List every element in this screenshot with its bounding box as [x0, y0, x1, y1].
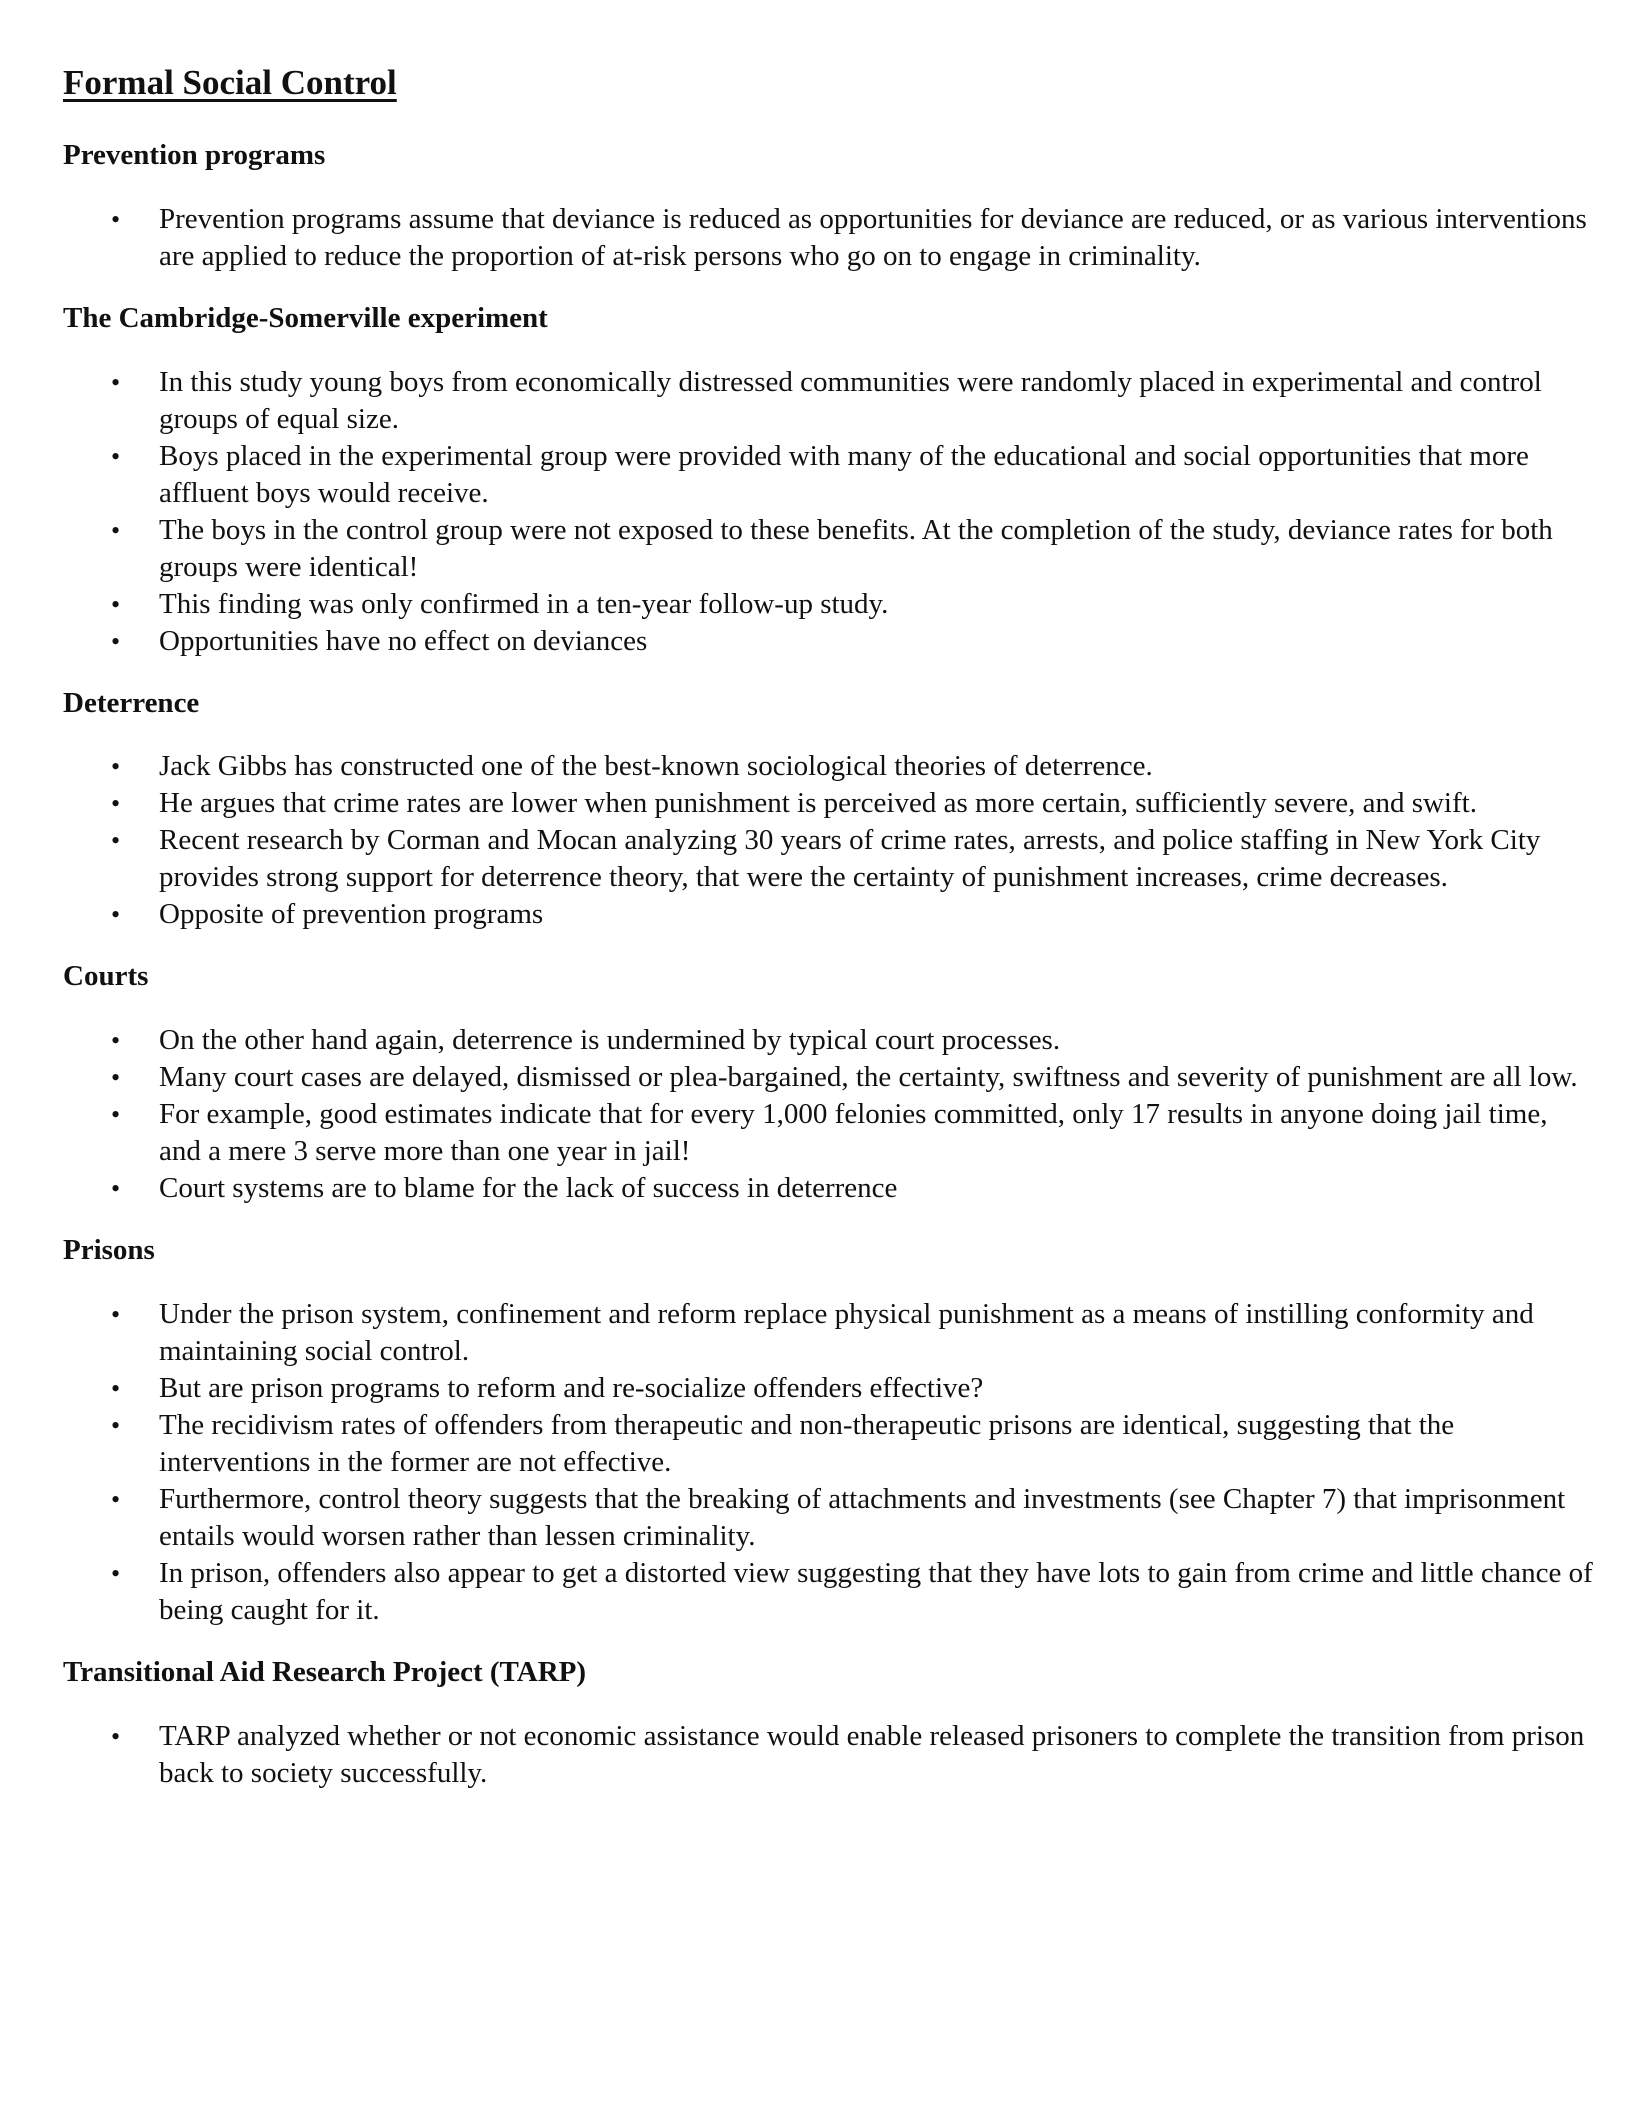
bullet-text: He argues that crime rates are lower when punishment is perceived as more certain, sufficiently severe, and swift.	[159, 787, 1477, 820]
bullet-icon: •	[111, 752, 121, 782]
list-item	[63, 1718, 1593, 1792]
bullet-text: On the other hand again, deterrence is undermined by typical court processes.	[159, 1024, 1061, 1057]
bullet-icon: •	[111, 1026, 121, 1056]
bullet-icon: •	[111, 1721, 121, 1751]
bullet-text: Furthermore, control theory suggests that the breaking of attachments and investments (see Chapter 7) that imprisonment entails would worsen rather than lessen criminality.	[159, 1482, 1566, 1552]
list-item	[63, 896, 1593, 933]
section-prisons	[63, 1233, 1593, 1629]
list-item	[63, 1296, 1593, 1370]
bullet-text: This finding was only confirmed in a ten-year follow-up study.	[159, 587, 889, 620]
list-item	[63, 512, 1593, 586]
bullet-text: Prevention programs assume that deviance is reduced as opportunities for deviance are reduced, or as various interventions are applied to reduce the proportion of at-risk persons who go on to engage in criminality.	[159, 202, 1587, 272]
bullet-icon: •	[111, 900, 121, 930]
bullet-icon: •	[111, 1410, 121, 1440]
bullet-text: Opposite of prevention programs	[159, 898, 544, 931]
bullet-icon: •	[111, 1174, 121, 1204]
list-item	[63, 1407, 1593, 1481]
bullet-text: In prison, offenders also appear to get a distorted view suggesting that they have lots to gain from crime and little chance of being caught for it.	[159, 1556, 1593, 1626]
bullet-icon: •	[111, 1100, 121, 1130]
section-heading: Deterrence	[63, 686, 200, 719]
bullet-icon: •	[111, 441, 121, 471]
bullet-icon: •	[111, 1484, 121, 1514]
list-item	[63, 1096, 1593, 1170]
document-page	[63, 62, 1593, 1818]
bullet-icon: •	[111, 589, 121, 619]
bullet-list	[63, 1718, 1593, 1792]
list-item	[63, 748, 1593, 785]
bullet-icon: •	[111, 1373, 121, 1403]
document-title: Formal Social Control	[63, 63, 397, 102]
bullet-text: Many court cases are delayed, dismissed or plea-bargained, the certainty, swiftness and severity of punishment are all low.	[159, 1061, 1578, 1094]
list-item	[63, 1059, 1593, 1096]
bullet-icon: •	[111, 1558, 121, 1588]
list-item	[63, 1481, 1593, 1555]
bullet-text: Court systems are to blame for the lack of success in deterrence	[159, 1172, 898, 1205]
list-item	[63, 438, 1593, 512]
bullet-text: For example, good estimates indicate that for every 1,000 felonies committed, only 17 results in anyone doing jail time, and a mere 3 serve more than one year in jail!	[159, 1098, 1548, 1168]
bullet-text: Recent research by Corman and Mocan analyzing 30 years of crime rates, arrests, and police staffing in New York City provides strong support for deterrence theory, that were the certainty of punishment increases, crime decreases.	[159, 824, 1541, 894]
bullet-list	[63, 1022, 1593, 1207]
bullet-list	[63, 201, 1593, 275]
bullet-text: The recidivism rates of offenders from therapeutic and non-therapeutic prisons are identical, suggesting that the interventions in the former are not effective.	[159, 1408, 1455, 1478]
bullet-text: Boys placed in the experimental group were provided with many of the educational and social opportunities that more affluent boys would receive.	[159, 439, 1529, 509]
section-heading: Transitional Aid Research Project (TARP)	[63, 1655, 587, 1688]
bullet-list	[63, 364, 1593, 660]
bullet-icon: •	[111, 515, 121, 545]
bullet-icon: •	[111, 204, 121, 234]
section-cambridge-somerville	[63, 301, 1593, 660]
list-item	[63, 201, 1593, 275]
list-item	[63, 586, 1593, 623]
list-item	[63, 364, 1593, 438]
bullet-icon: •	[111, 789, 121, 819]
bullet-icon: •	[111, 1299, 121, 1329]
bullet-text: Opportunities have no effect on deviances	[159, 624, 648, 657]
list-item	[63, 785, 1593, 822]
list-item	[63, 1370, 1593, 1407]
bullet-text: But are prison programs to reform and re-socialize offenders effective?	[159, 1371, 984, 1404]
bullet-icon: •	[111, 367, 121, 397]
section-deterrence	[63, 686, 1593, 934]
bullet-text: The boys in the control group were not exposed to these benefits. At the completion of the study, deviance rates for both groups were identical!	[159, 513, 1553, 583]
bullet-list	[63, 1296, 1593, 1629]
bullet-text: Under the prison system, confinement and reform replace physical punishment as a means of instilling conformity and maintaining social control.	[159, 1297, 1534, 1367]
list-item	[63, 1170, 1593, 1207]
bullet-icon: •	[111, 626, 121, 656]
section-heading: The Cambridge-Somerville experiment	[63, 301, 548, 334]
list-item	[63, 623, 1593, 660]
list-item	[63, 1022, 1593, 1059]
list-item	[63, 822, 1593, 896]
section-courts	[63, 959, 1593, 1207]
list-item	[63, 1555, 1593, 1629]
bullet-list	[63, 748, 1593, 933]
section-heading: Courts	[63, 960, 149, 993]
section-prevention-programs	[63, 138, 1593, 275]
bullet-text: In this study young boys from economically distressed communities were randomly placed in experimental and control groups of equal size.	[159, 365, 1542, 435]
bullet-text: TARP analyzed whether or not economic assistance would enable released prisoners to complete the transition from prison back to society successfully.	[159, 1719, 1585, 1789]
section-heading: Prisons	[63, 1234, 155, 1267]
section-heading: Prevention programs	[63, 139, 326, 171]
bullet-text: Jack Gibbs has constructed one of the best-known sociological theories of deterrence.	[159, 750, 1153, 783]
section-tarp	[63, 1655, 1593, 1792]
bullet-icon: •	[111, 1063, 121, 1093]
bullet-icon: •	[111, 826, 121, 856]
